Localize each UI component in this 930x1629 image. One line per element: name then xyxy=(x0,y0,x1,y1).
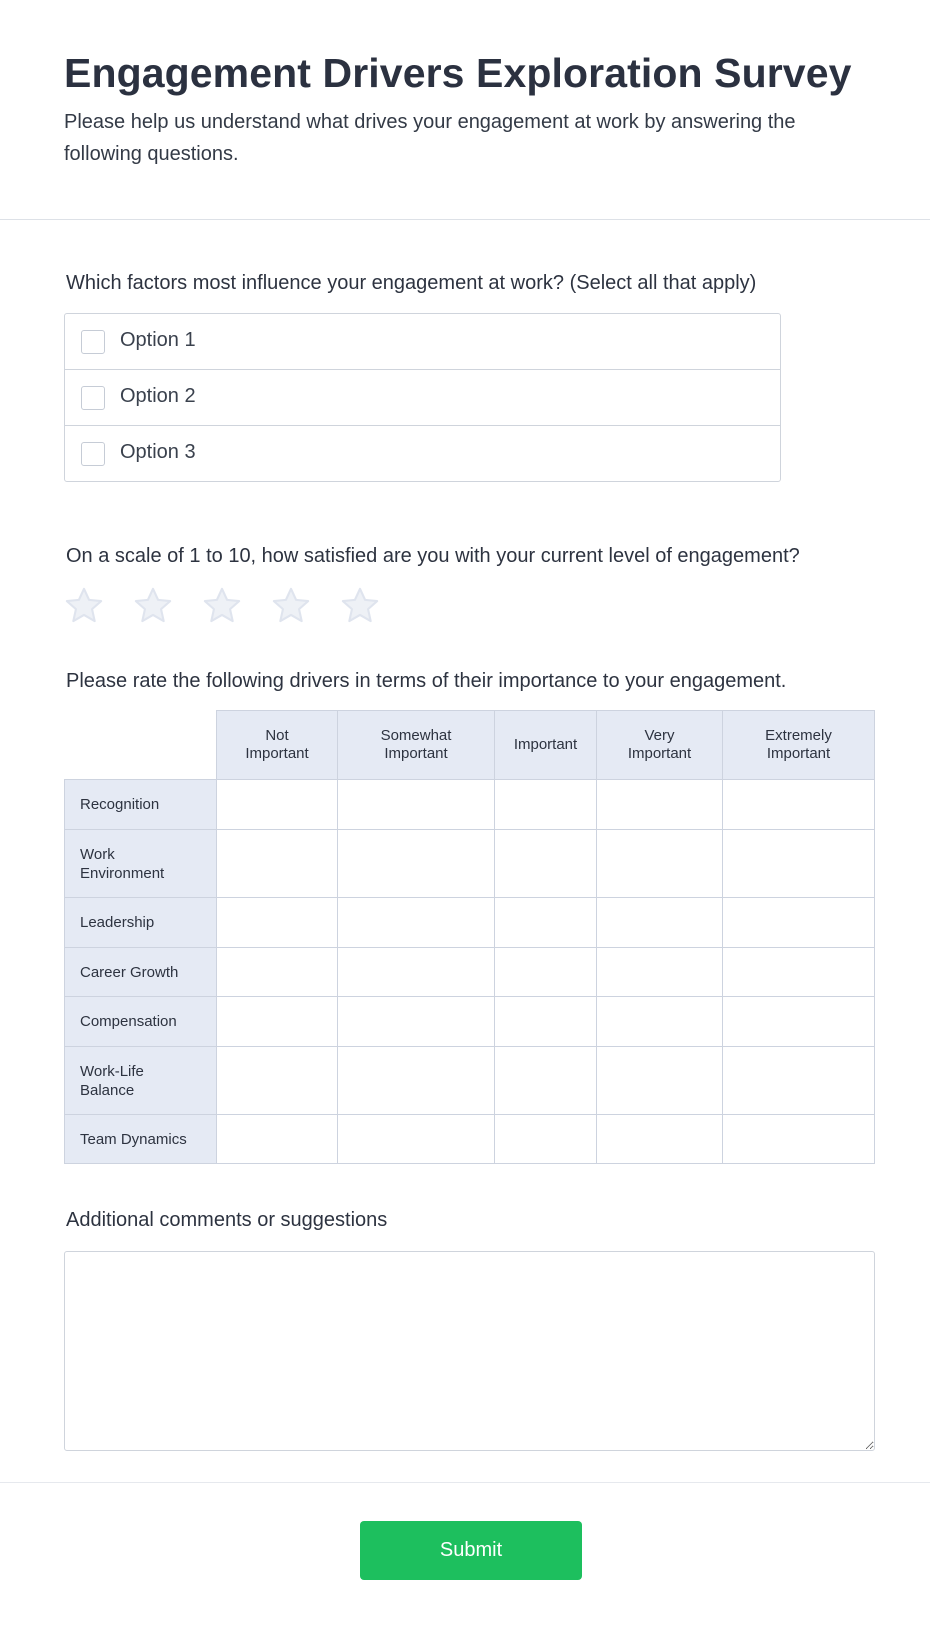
cell-career-growth-3[interactable] xyxy=(495,948,597,997)
drivers-matrix xyxy=(64,710,875,1164)
cell-work-environment-5[interactable] xyxy=(723,830,875,898)
cell-team-dynamics-3[interactable] xyxy=(495,1115,597,1164)
cell-work-life-balance-2[interactable] xyxy=(338,1047,495,1115)
submit-button[interactable]: Submit xyxy=(360,1521,582,1580)
cell-team-dynamics-4[interactable] xyxy=(597,1115,723,1164)
question-factors: Which factors most influence your engagement at work? (Select all that apply) xyxy=(66,272,757,294)
col-important: Important xyxy=(495,711,597,780)
cell-career-growth-5[interactable] xyxy=(723,948,875,997)
col-very-important: Very Important xyxy=(597,711,723,780)
cell-leadership-5[interactable] xyxy=(723,898,875,948)
comments-textarea[interactable] xyxy=(64,1251,875,1451)
cell-leadership-1[interactable] xyxy=(217,898,338,948)
row-compensation: Compensation xyxy=(65,997,217,1047)
page-title: Engagement Drivers Exploration Survey xyxy=(64,50,852,96)
survey-header xyxy=(0,0,930,220)
option-3-label: Option 3 xyxy=(120,441,196,463)
cell-recognition-4[interactable] xyxy=(597,780,723,830)
table-row xyxy=(65,1115,875,1164)
cell-leadership-3[interactable] xyxy=(495,898,597,948)
option-3[interactable] xyxy=(65,426,780,482)
col-not-important: Not Important xyxy=(217,711,338,780)
cell-compensation-1[interactable] xyxy=(217,997,338,1047)
col-extremely-important: Extremely Important xyxy=(723,711,875,780)
cell-work-life-balance-1[interactable] xyxy=(217,1047,338,1115)
cell-career-growth-1[interactable] xyxy=(217,948,338,997)
cell-team-dynamics-1[interactable] xyxy=(217,1115,338,1164)
table-row xyxy=(65,830,875,898)
cell-leadership-4[interactable] xyxy=(597,898,723,948)
row-career-growth: Career Growth xyxy=(65,948,217,997)
cell-career-growth-2[interactable] xyxy=(338,948,495,997)
cell-compensation-5[interactable] xyxy=(723,997,875,1047)
table-row xyxy=(65,898,875,948)
cell-team-dynamics-5[interactable] xyxy=(723,1115,875,1164)
star-5-icon[interactable] xyxy=(339,585,381,627)
option-2-label: Option 2 xyxy=(120,385,196,407)
row-work-life-balance: Work-Life Balance xyxy=(65,1047,217,1115)
cell-recognition-2[interactable] xyxy=(338,780,495,830)
row-leadership: Leadership xyxy=(65,898,217,948)
question-satisfaction: On a scale of 1 to 10, how satisfied are you with your current level of engagement? xyxy=(66,545,800,567)
option-1-checkbox[interactable] xyxy=(81,330,105,354)
cell-career-growth-4[interactable] xyxy=(597,948,723,997)
cell-work-life-balance-3[interactable] xyxy=(495,1047,597,1115)
cell-team-dynamics-2[interactable] xyxy=(338,1115,495,1164)
cell-work-environment-1[interactable] xyxy=(217,830,338,898)
star-4-icon[interactable] xyxy=(270,585,312,627)
star-2-icon[interactable] xyxy=(132,585,174,627)
col-somewhat-important: Somewhat Important xyxy=(338,711,495,780)
cell-leadership-2[interactable] xyxy=(338,898,495,948)
row-recognition: Recognition xyxy=(65,780,217,830)
cell-work-life-balance-5[interactable] xyxy=(723,1047,875,1115)
cell-work-life-balance-4[interactable] xyxy=(597,1047,723,1115)
cell-work-environment-2[interactable] xyxy=(338,830,495,898)
option-1[interactable] xyxy=(65,314,780,370)
table-row xyxy=(65,780,875,830)
star-1-icon[interactable] xyxy=(63,585,105,627)
question-comments: Additional comments or suggestions xyxy=(66,1209,388,1231)
cell-recognition-3[interactable] xyxy=(495,780,597,830)
cell-compensation-2[interactable] xyxy=(338,997,495,1047)
option-3-checkbox[interactable] xyxy=(81,442,105,466)
page-subtitle: Please help us understand what drives your engagement at work by answering the following questions. xyxy=(64,111,796,165)
footer-divider xyxy=(0,1482,930,1483)
row-work-environment: Work Environment xyxy=(65,830,217,898)
table-row xyxy=(65,1047,875,1115)
cell-work-environment-4[interactable] xyxy=(597,830,723,898)
row-team-dynamics: Team Dynamics xyxy=(65,1115,217,1164)
option-2[interactable] xyxy=(65,370,780,426)
cell-compensation-4[interactable] xyxy=(597,997,723,1047)
table-row xyxy=(65,997,875,1047)
factors-options xyxy=(64,313,781,482)
cell-recognition-1[interactable] xyxy=(217,780,338,830)
star-3-icon[interactable] xyxy=(201,585,243,627)
cell-compensation-3[interactable] xyxy=(495,997,597,1047)
option-1-label: Option 1 xyxy=(120,329,196,351)
question-drivers: Please rate the following drivers in terms of their importance to your engagement. xyxy=(66,670,787,692)
table-row xyxy=(65,948,875,997)
option-2-checkbox[interactable] xyxy=(81,386,105,410)
matrix-corner xyxy=(65,711,217,780)
cell-work-environment-3[interactable] xyxy=(495,830,597,898)
cell-recognition-5[interactable] xyxy=(723,780,875,830)
